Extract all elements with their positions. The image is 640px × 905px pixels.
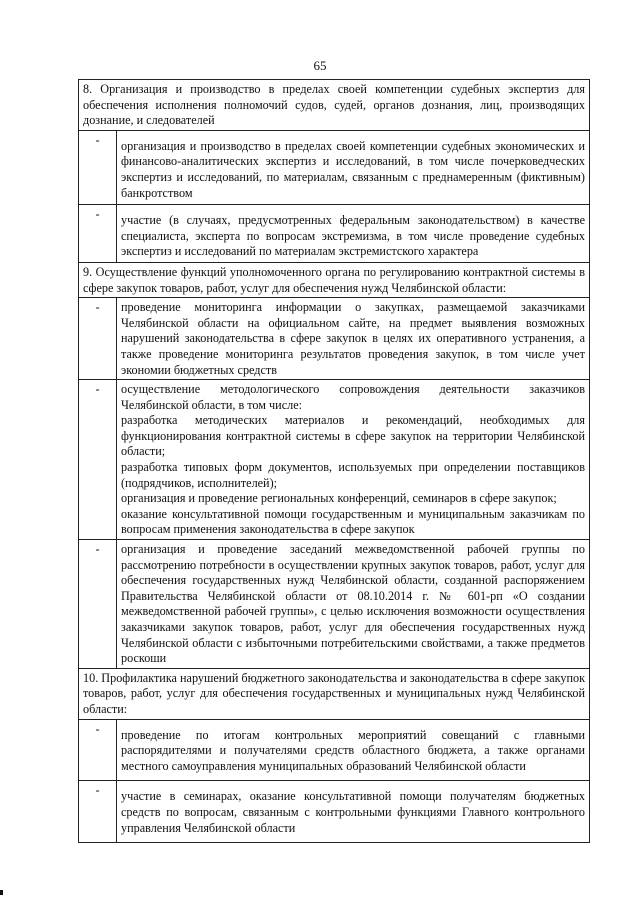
paragraph: участие в семинарах, оказание консультативной помощи получателям бюджетных средств по вопросам, связанным с контрольными функциями Главного контрольного управления Челябинской области xyxy=(121,789,585,835)
section-header-9 xyxy=(79,262,590,297)
table-row xyxy=(79,719,590,781)
table-row xyxy=(79,380,590,540)
row-dash: - xyxy=(79,205,117,263)
paragraph: проведение мониторинга информации о закупках, размещаемой заказчиками Челябинской области на официальном сайте, на предмет выявления возможных нарушений законодательства в сфере закупок в целях их оперативного устранения, а также проведение мониторинга результатов проведения закупок, в том числе учет экономии бюджетных средств xyxy=(121,300,585,377)
table-row xyxy=(79,130,590,204)
row-dash: - xyxy=(79,781,117,843)
row-dash: - xyxy=(79,380,117,540)
table-row xyxy=(79,298,590,380)
section-header-8 xyxy=(79,80,590,131)
functions-table xyxy=(78,79,590,843)
row-text xyxy=(117,380,590,540)
row-dash: - xyxy=(79,540,117,669)
row-text xyxy=(117,719,590,781)
row-dash: - xyxy=(79,719,117,781)
row-text xyxy=(117,205,590,263)
paragraph: проведение по итогам контрольных мероприятий совещаний с главными распорядителями и получателями средств областного бюджета, а также органами местного самоуправления муниципальных образований Челябинской области xyxy=(121,727,585,773)
row-text xyxy=(117,781,590,843)
row-text xyxy=(117,298,590,380)
paragraph: организация и проведение заседаний межведомственной рабочей группы по рассмотрению потребности в осуществлении крупных закупок товаров, работ, услуг для обеспечения государственных нужд Челябинской области, созданной распоряжением Правительства Челябинской области от 08.10.2014 г. № 601-рп «О создании межведомственной рабочей группы», с целью исключения возможности осуществления заказчиками закупок товаров, работ, услуг для обеспечения государственных нужд Челябинской области с избыточными потребительскими свойствами, а также предметов роскоши xyxy=(121,542,585,666)
row-text xyxy=(117,540,590,669)
table-row xyxy=(79,781,590,843)
section-header-10 xyxy=(79,668,590,719)
table-row xyxy=(79,205,590,263)
row-dash: - xyxy=(79,130,117,204)
section-title: 8. Организация и производство в пределах своей компетенции судебных экспертиз для обеспечения исполнения полномочий судов, судей, органов дознания, лиц, производящих дознание, и следователей xyxy=(79,80,590,131)
paragraph: оказание консультативной помощи государственным и муниципальным заказчикам по вопросам применения законодательства в сфере закупок xyxy=(121,506,585,537)
paragraph: организация и проведение региональных конференций, семинаров в сфере закупок; xyxy=(121,491,557,506)
paragraph: участие (в случаях, предусмотренных федеральным законодательством) в качестве специалиста, эксперта по вопросам экстремизма, в том числе проведение судебных экспертиз и исследований по материалам экстремистского характера xyxy=(121,213,585,259)
paragraph: разработка методических материалов и рекомендаций, необходимых для функционирования контрактной системы в сфере закупок на территории Челябинской области; xyxy=(121,413,585,459)
table-row xyxy=(79,540,590,669)
paragraph: разработка типовых форм документов, используемых при определении поставщиков (подрядчиков, исполнителей); xyxy=(121,460,585,490)
row-text xyxy=(117,130,590,204)
row-dash: - xyxy=(79,298,117,380)
section-title: 9. Осуществление функций уполномоченного органа по регулированию контрактной системы в сфере закупок товаров, работ, услуг для обеспечения нужд Челябинской области: xyxy=(79,262,590,297)
section-title: 10. Профилактика нарушений бюджетного законодательства и законодательства в сфере закупок товаров, работ, услуг для обеспечения государственных и муниципальных нужд Челябинской области: xyxy=(79,668,590,719)
page-number: 65 xyxy=(313,58,327,73)
paragraph: организация и производство в пределах своей компетенции судебных экономических и финансово-аналитических экспертиз и исследований, в том числе почерковедческих экспертиз и исследований, по материалам, связанным с преднамеренным (фиктивным) банкротством xyxy=(121,138,585,200)
scan-mark xyxy=(0,890,3,895)
paragraph: осуществление методологического сопровождения деятельности заказчиков Челябинской области, в том числе: xyxy=(121,382,585,412)
